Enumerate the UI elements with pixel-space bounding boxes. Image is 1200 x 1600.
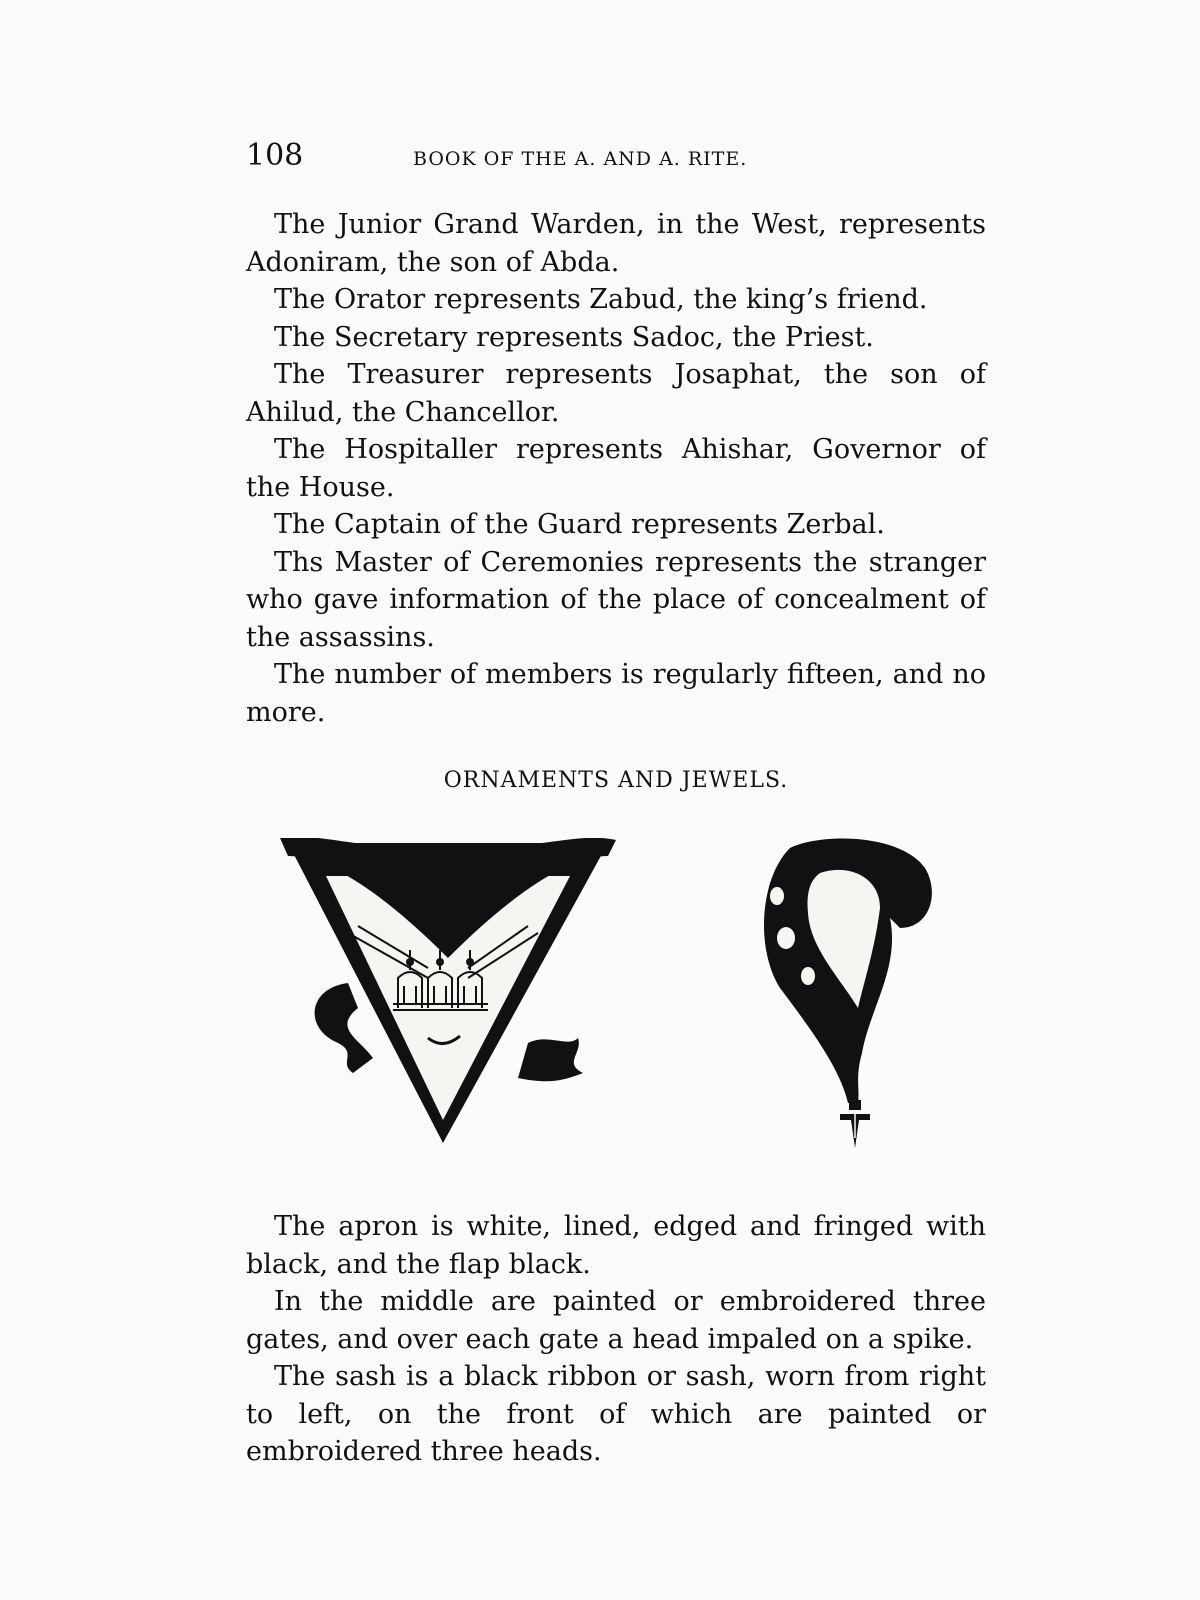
paragraph: The number of members is regularly fifteen, and no more. xyxy=(246,659,986,728)
paragraph: The Captain of the Guard represents Zerbal. xyxy=(274,509,885,540)
paragraph: The Hospitaller represents Ahishar, Governor of the House. xyxy=(246,434,986,503)
paragraph: The Secretary represents Sadoc, the Priest. xyxy=(274,321,874,353)
paragraph: The apron is white, lined, edged and fringed with black, and the flap black. xyxy=(246,1211,986,1280)
paragraph: In the middle are painted or embroidered three gates, and over each gate a head impaled on a spike. xyxy=(246,1286,986,1355)
sash-illustration xyxy=(750,838,970,1168)
paragraph: The Treasurer represents Josaphat, the son of Ahilud, the Chancellor. xyxy=(246,359,986,428)
running-title: BOOK OF THE A. AND A. RITE. xyxy=(413,148,748,170)
officers-text xyxy=(246,206,986,731)
section-heading: ORNAMENTS AND JEWELS. xyxy=(443,768,789,793)
paragraph: The sash is a black ribbon or sash, worn from right to left, on the front of which are painted or embroidered three heads. xyxy=(246,1361,986,1467)
paragraph: Ths Master of Ceremonies represents the stranger who gave information of the place of concealment of the assassins. xyxy=(246,546,986,653)
page-number: 108 xyxy=(246,138,304,173)
ornaments-text xyxy=(246,1208,986,1471)
paragraph: The Orator represents Zabud, the king’s friend. xyxy=(274,284,928,315)
page-header xyxy=(246,138,986,178)
paragraph: The Junior Grand Warden, in the West, represents Adoniram, the son of Abda. xyxy=(246,209,986,278)
apron-illustration xyxy=(278,838,618,1168)
